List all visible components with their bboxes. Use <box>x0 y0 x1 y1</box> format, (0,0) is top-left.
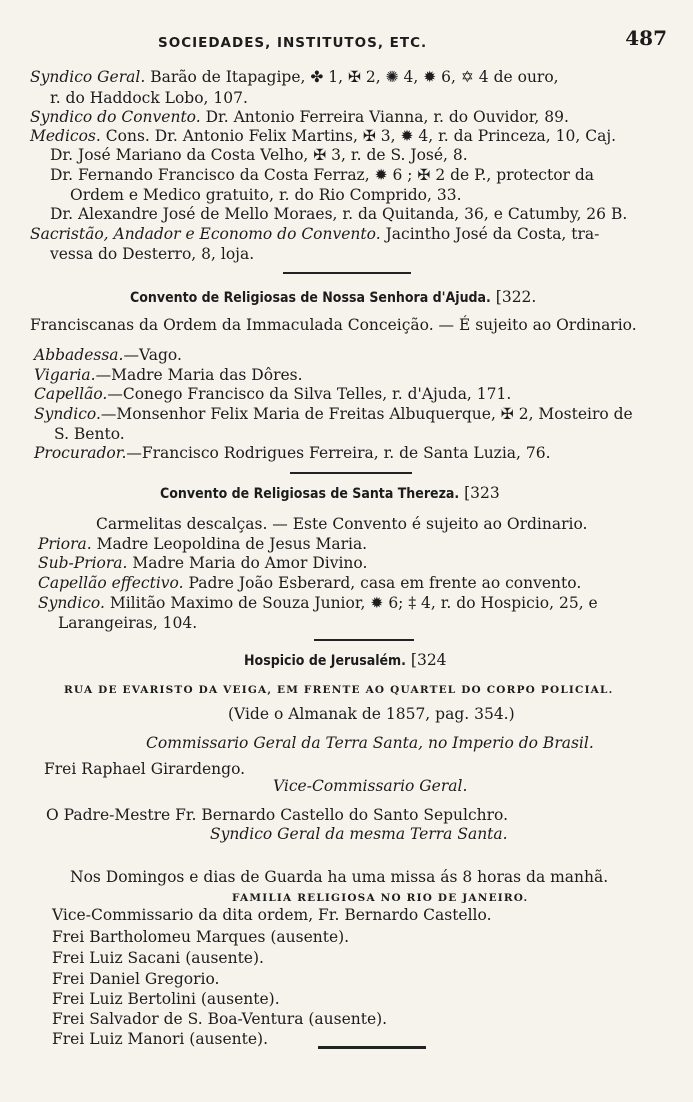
role-label: Syndico do Convento. <box>30 108 201 126</box>
entry-line: Ordem e Medico gratuito, r. do Rio Comprido, 33. <box>70 186 462 204</box>
role-label: Priora. <box>38 535 92 553</box>
member-line: Frei Daniel Gregorio. <box>52 970 220 988</box>
vigaria-line <box>34 366 303 385</box>
entry-line: r. do Haddock Lobo, 107. <box>50 89 248 107</box>
entry-text: Padre João Esberard, casa em frente ao convento. <box>188 574 582 592</box>
entry-line: Dr. José Mariano da Costa Velho, ✠ 3, r. de S. José, 8. <box>50 146 468 164</box>
section-heading <box>130 288 536 308</box>
address-line: RUA DE EVARISTO DA VEIGA, EM FRENTE AO QUARTEL DO CORPO POLICIAL. <box>64 684 614 696</box>
entry-line: Larangeiras, 104. <box>58 614 198 632</box>
role-label: Abbadessa. <box>34 346 124 364</box>
role-label: Syndico Geral. <box>30 68 146 86</box>
member-line: Frei Luiz Sacani (ausente). <box>52 949 264 967</box>
section-ref: [323 <box>464 484 500 502</box>
familia-heading: FAMILIA RELIGIOSA NO RIO DE JANEIRO. <box>232 892 529 904</box>
role-label: Capellão effectivo. <box>38 574 184 592</box>
entry-text: —Monsenhor Felix Maria de Freitas Albuquerque, ✠ 2, Mosteiro de <box>100 405 633 423</box>
role-label: Medicos. <box>30 127 101 145</box>
entry-text: —Conego Francisco da Silva Telles, r. d'Ajuda, 171. <box>107 385 512 403</box>
section-title: Convento de Religiosas de Santa Thereza. <box>160 486 460 502</box>
vide-line: (Vide o Almanak de 1857, pag. 354.) <box>228 705 515 723</box>
section-title: Convento de Religiosas de Nossa Senhora d'Ajuda. <box>130 290 491 306</box>
priora-line <box>38 535 367 554</box>
entry-text: Madre Maria do Amor Divino. <box>132 554 368 572</box>
sub-priora-line <box>38 554 367 573</box>
member-line: Frei Luiz Manori (ausente). <box>52 1030 269 1048</box>
entry-text: Jacintho José da Costa, tra- <box>385 225 600 243</box>
page-number: 487 <box>625 26 667 50</box>
member-line: Frei Bartholomeu Marques (ausente). <box>52 928 350 946</box>
section-heading <box>244 651 447 671</box>
section-title: Hospicio de Jerusalém. <box>244 653 406 669</box>
capellao-line <box>34 385 511 404</box>
entry-text: —Vago. <box>123 346 182 364</box>
member-line: Frei Luiz Bertolini (ausente). <box>52 990 280 1008</box>
vice-name: O Padre-Mestre Fr. Bernardo Castello do Santo Sepulchro. <box>46 806 509 824</box>
entry-text: Cons. Dr. Antonio Felix Martins, ✠ 3, ✹ 4, r. da Princeza, 10, Caj. <box>105 127 617 145</box>
role-label: Sub-Priora. <box>38 554 128 572</box>
syndico-geral-line <box>30 68 559 87</box>
entry-line: Dr. Fernando Francisco da Costa Ferraz, ✹ 6 ; ✠ 2 de P., protector da <box>50 166 595 184</box>
vice-title: Vice-Commissario Geral. <box>273 777 468 795</box>
section-divider <box>283 272 411 274</box>
section-ref: [324 <box>410 651 447 669</box>
role-label: Sacristão, Andador e Economo do Convento. <box>30 225 381 243</box>
procurador-line <box>34 444 551 463</box>
syndico-convento-line <box>30 108 569 127</box>
abbadessa-line <box>34 346 182 365</box>
entry-line: vessa do Desterro, 8, loja. <box>50 245 255 263</box>
section-subtitle: Franciscanas da Ordem da Immaculada Conceição. — É sujeito ao Ordinario. <box>30 316 637 334</box>
end-rule <box>318 1046 426 1049</box>
section-ref: [322. <box>495 288 537 306</box>
role-label: Procurador. <box>34 444 127 462</box>
role-label: Syndico. <box>34 405 101 423</box>
commissario-title: Commissario Geral da Terra Santa, no Imperio do Brasil. <box>146 734 594 752</box>
section-divider <box>290 472 412 474</box>
role-label: Vigaria. <box>34 366 96 384</box>
entry-text: Madre Leopoldina de Jesus Maria. <box>96 535 368 553</box>
entry-text: Militão Maximo de Souza Junior, ✹ 6; ‡ 4, r. do Hospicio, 25, e <box>109 594 598 612</box>
syndico-title: Syndico Geral da mesma Terra Santa. <box>210 825 508 843</box>
running-header: SOCIEDADES, INSTITUTOS, ETC. <box>158 35 428 51</box>
syndico-line <box>34 405 633 424</box>
role-label: Capellão. <box>34 385 108 403</box>
medicos-line <box>30 127 616 146</box>
commissario-name: Frei Raphael Girardengo. <box>44 760 246 778</box>
entry-line: S. Bento. <box>54 425 125 443</box>
sacristao-line <box>30 225 599 244</box>
vice-ordem-line: Vice-Commissario da dita ordem, Fr. Bernardo Castello. <box>52 906 492 924</box>
member-line: Frei Salvador de S. Boa-Ventura (ausente). <box>52 1010 388 1028</box>
section-divider <box>314 639 414 641</box>
capellao-line <box>38 574 581 593</box>
syndico-line <box>38 594 598 613</box>
missa-line: Nos Domingos e dias de Guarda ha uma missa ás 8 horas da manhã. <box>70 868 609 886</box>
entry-text: Barão de Itapagipe, ✤ 1, ✠ 2, ✺ 4, ✹ 6, ✡ 4 de ouro, <box>150 68 559 86</box>
section-heading <box>160 484 500 504</box>
entry-text: —Madre Maria das Dôres. <box>95 366 303 384</box>
entry-text: —Francisco Rodrigues Ferreira, r. de Santa Luzia, 76. <box>126 444 551 462</box>
role-label: Syndico. <box>38 594 105 612</box>
section-subtitle: Carmelitas descalças. — Este Convento é sujeito ao Ordinario. <box>96 515 588 533</box>
entry-text: Dr. Antonio Ferreira Vianna, r. do Ouvidor, 89. <box>205 108 569 126</box>
entry-line: Dr. Alexandre José de Mello Moraes, r. da Quitanda, 36, e Catumby, 26 B. <box>50 205 628 223</box>
